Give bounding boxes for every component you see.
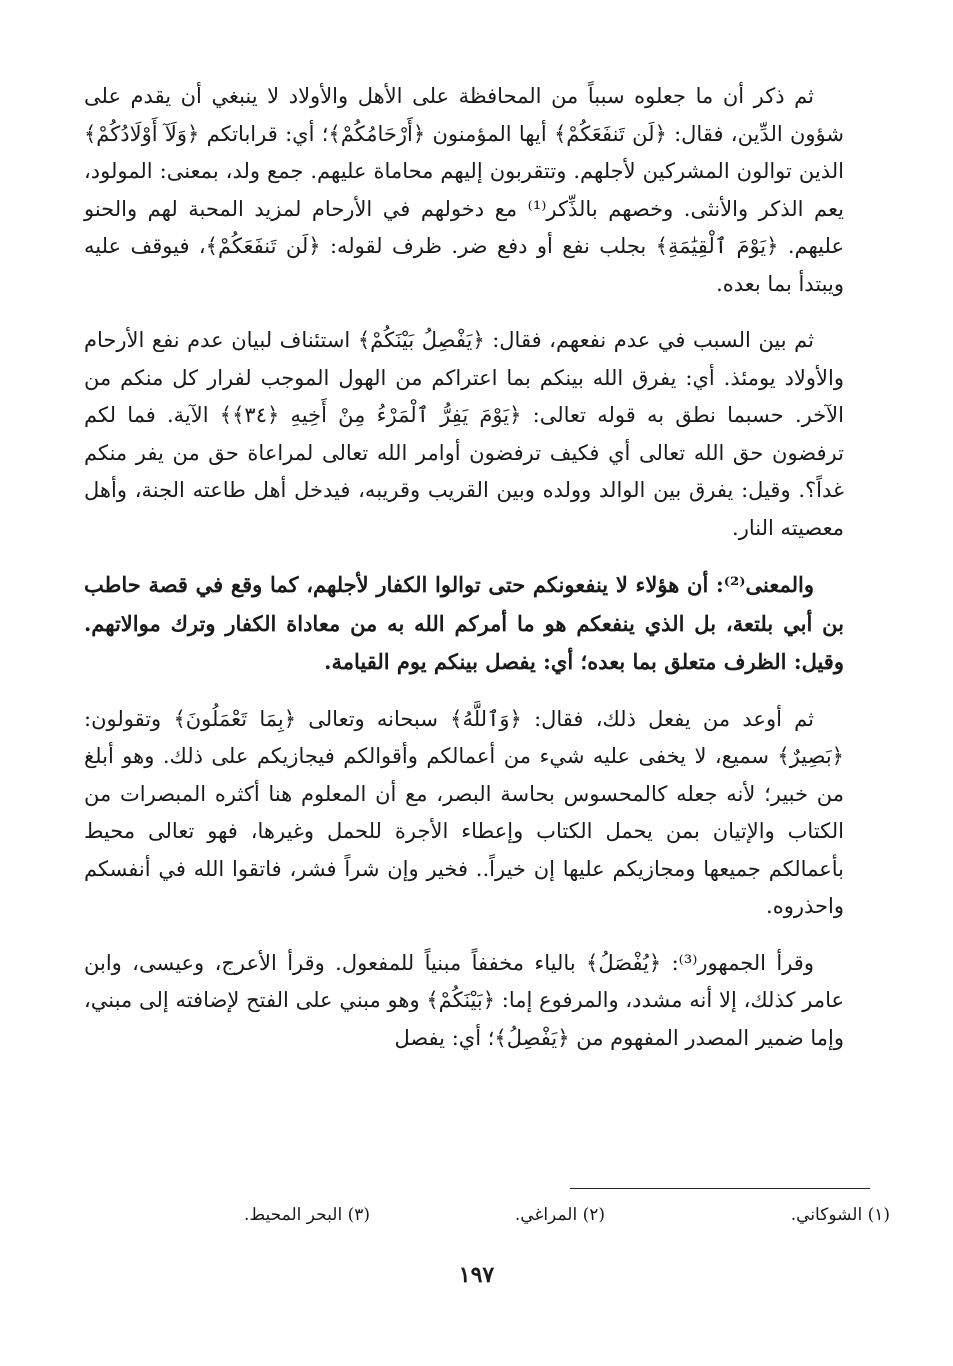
main-text bbox=[84, 78, 844, 1076]
paragraph-5 bbox=[84, 945, 844, 1058]
footnotes bbox=[170, 1205, 890, 1235]
paragraph-5-text: وقرأ الجمهور⁽³⁾: ﴿يُفْصَلُ﴾ بالياء مخففاً مبنياً للمفعول. وقرأ الأعرج، وعيسى، وابن عامر كذلك، إلا أنه مشدد، والمرفوع إما: ﴿بَيْنَكُمْ﴾ وهو مبني على الفتح لإضافته إلى مبني، وإما ضمير المصدر المفهوم من ﴿يَفْصِلُ﴾؛ أي: يفصل bbox=[84, 950, 844, 1050]
page-number: ١٩٧ bbox=[458, 1262, 495, 1288]
footnote-2: (٢) المراغي. bbox=[514, 1205, 605, 1225]
paragraph-1 bbox=[84, 78, 844, 303]
paragraph-2 bbox=[84, 322, 844, 547]
paragraph-2-text: ثم بين السبب في عدم نفعهم، فقال: ﴿يَفْصِلُ بَيْنَكُمْ﴾ استئناف لبيان عدم نفع الأرحام والأولاد يومئذ. أي: يفرق الله بينكم بما اعتراكم من الهول الموجب لفرار كل منكم من الآخر. حسبما نطق به قوله تعالى: ﴿يَوْمَ يَفِرُّ ٱلْمَرْءُ مِنْ أَخِيهِ ﴿٣٤﴾﴾ الآية. فما لكم ترفضون حق الله تعالى أي فكيف ترفضون أوامر الله تعالى لمراعاة حق من يفر منكم غداً؟. وقيل: يفرق بين الوالد وولده وبين القريب وقريبه، فيدخل أهل طاعته الجنة، وأهل معصيته النار. bbox=[84, 328, 844, 540]
paragraph-4-text: ثم أوعد من يفعل ذلك، فقال: ﴿وَٱللَّهُ﴾ سبحانه وتعالى ﴿بِمَا تَعْمَلُونَ﴾ وتقولون: ﴿بَصِيرٌ﴾ سميع، لا يخفى عليه شيء من أعمالكم وأقوالكم فيجازيكم على ذلك. وهو أبلغ من خبير؛ لأنه جعله كالمحسوس بحاسة البصر، مع أن المعلوم هنا أكثره المبصرات من الكتاب والإتيان بمن يحمل الكتاب وإعطاء الأجرة للحمل وغيرها، فهو تعالى محيط بأعمالكم جميعها ومجازيكم عليها إن خيراً.. فخير وإن شراً فشر، فاتقوا الله في أنفسكم واحذروه. bbox=[84, 706, 844, 918]
paragraph-1-text: ثم ذكر أن ما جعلوه سبباً من المحافظة على الأهل والأولاد لا ينبغي أن يقدم على شؤون الدِّين، فقال: ﴿لَن تَنفَعَكُمْ﴾ أيها المؤمنون ﴿أَرْحَامُكُمْ﴾؛ أي: قراباتكم ﴿وَلَآ أَوْلَادُكُمْ﴾ الذين توالون المشركين لأجلهم. وتتقربون إليهم محاماة عليهم. جمع ولد، بمعنى: المولود، يعم الذكر والأنثى. وخصهم بالذِّكر⁽¹⁾ مع دخولهم في الأرحام لمزيد المحبة لهم والحنو عليهم. ﴿يَوْمَ ٱلْقِيَٰمَةِ﴾ بجلب نفع أو دفع ضر. ظرف لقوله: ﴿لَن تَنفَعَكُمْ﴾، فيوقف عليه ويبتدأ بما بعده. bbox=[84, 84, 844, 296]
footnote-3: (٣) البحر المحيط. bbox=[244, 1205, 370, 1225]
paragraph-3 bbox=[84, 566, 844, 682]
paragraph-4 bbox=[84, 701, 844, 926]
footnote-1: (١) الشوكاني. bbox=[790, 1205, 890, 1225]
paragraph-3-text: والمعنى⁽²⁾: أن هؤلاء لا ينفعونكم حتى توالوا الكفار لأجلهم، كما وقع في قصة حاطب بن أبي بلتعة، بل الذي ينفعكم هو ما أمركم الله به من معاداة الكفار وترك موالاتهم. وقيل: الظرف متعلق بما بعده؛ أي: يفصل بينكم يوم القيامة. bbox=[84, 572, 844, 674]
footnote-divider bbox=[570, 1188, 870, 1189]
